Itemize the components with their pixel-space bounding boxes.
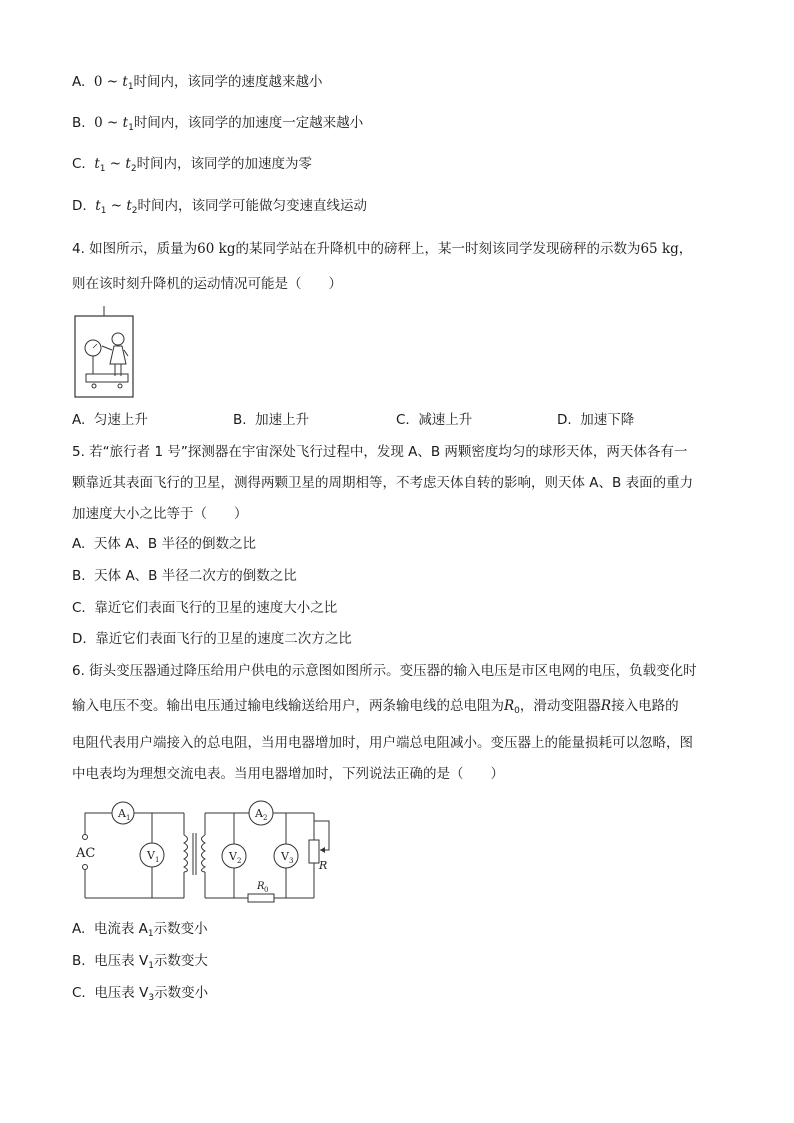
q6-option-b[interactable]: B. 电压表 $V_1$示数变大: [72, 953, 208, 971]
q3-option-b[interactable]: B. 0 ~ $t_1$时间内，该同学的加速度一定越来越小: [72, 115, 364, 133]
q6-stem-line4: 中电表均为理想交流电表。当用电器增加时，下列说法正确的是（ ）: [72, 766, 504, 782]
q5-option-c[interactable]: C. 靠近它们表面飞行的卫星的速度大小之比: [72, 600, 338, 616]
v2-label: V: [229, 850, 237, 863]
q4-stem-line2: 则在该时刻升降机的运动情况可能是（ ）: [72, 276, 342, 292]
q6-stem-line1: 6. 街头变压器通过降压给用户供电的示意图如图所示。变压器的输入电压是市区电网的电压，负载变化时: [72, 663, 697, 679]
q6-stem-line2: 输入电压不变。输出电压通过输电线输送给用户，两条输电线的总电阻为$R_0$，滑动变阻器R接入电路的: [72, 698, 679, 716]
a1-label: A: [118, 807, 126, 820]
a2-label: A: [255, 807, 263, 820]
q3-option-c[interactable]: C. $t_1$ ~ $t_2$时间内，该同学的加速度为零: [72, 156, 313, 174]
a1-sub: 1: [126, 814, 131, 822]
q5-stem-line3: 加速度大小之比等于（ ）: [72, 506, 248, 522]
q4-option-d[interactable]: D. 加速下降: [557, 412, 635, 428]
q4-option-c[interactable]: C. 减速上升: [396, 412, 473, 428]
q3-option-a[interactable]: A. 0 ~ $t_1$时间内，该同学的速度越来越小: [72, 74, 323, 92]
q6-option-c[interactable]: C. 电压表 $V_3$示数变小: [72, 985, 209, 1003]
ac-label: AC: [76, 846, 96, 861]
r0-sub: 0: [264, 886, 269, 894]
v1-sub: 1: [155, 856, 160, 864]
q5-stem-line2: 颗靠近其表面飞行的卫星，测得两颗卫星的周期相等，不考虑天体自转的影响，则天体 A、B 表面的重力: [72, 475, 694, 491]
q5-option-b[interactable]: B. 天体 A、B 半径二次方的倒数之比: [72, 568, 297, 584]
q4-option-b[interactable]: B. 加速上升: [233, 412, 310, 428]
r-label: R: [319, 859, 328, 872]
v3-sub: 3: [289, 857, 294, 865]
v1-label: V: [147, 849, 155, 862]
q4-stem-line1: 4. 如图所示，质量为60 kg的某同学站在升降机中的磅秤上，某一时刻该同学发现磅秤的示数为65 kg，: [72, 241, 693, 257]
resistor-r0: [248, 894, 274, 902]
q3-option-d[interactable]: D. $t_1$ ~ $t_2$时间内，该同学可能做匀变速直线运动: [72, 198, 368, 216]
v3-label: V: [281, 850, 289, 863]
q5-option-a[interactable]: A. 天体 A、B 半径的倒数之比: [72, 536, 256, 552]
a2-sub: 2: [263, 814, 268, 822]
r0-label: R: [257, 881, 265, 892]
slider-arrow-icon: [320, 847, 325, 853]
q5-stem-line1: 5. 若“旅行者 1 号”探测器在宇宙深处飞行过程中，发现 A、B 两颗密度均匀的球形天体，两天体各有一: [72, 444, 688, 460]
v2-sub: 2: [237, 857, 242, 865]
q5-option-d[interactable]: D. 靠近它们表面飞行的卫星的速度二次方之比: [72, 631, 352, 647]
q6-stem-line3: 电阻代表用户端接入的总电阻，当用电器增加时，用户端总电阻减小。变压器上的能量损耗可以忽略，图: [72, 735, 693, 751]
q4-option-a[interactable]: A. 匀速上升: [72, 412, 148, 428]
elevator-figure: [74, 306, 134, 398]
q6-option-a[interactable]: A. 电流表 $A_1$示数变小: [72, 921, 208, 939]
transformer-circuit-diagram: [72, 795, 342, 907]
